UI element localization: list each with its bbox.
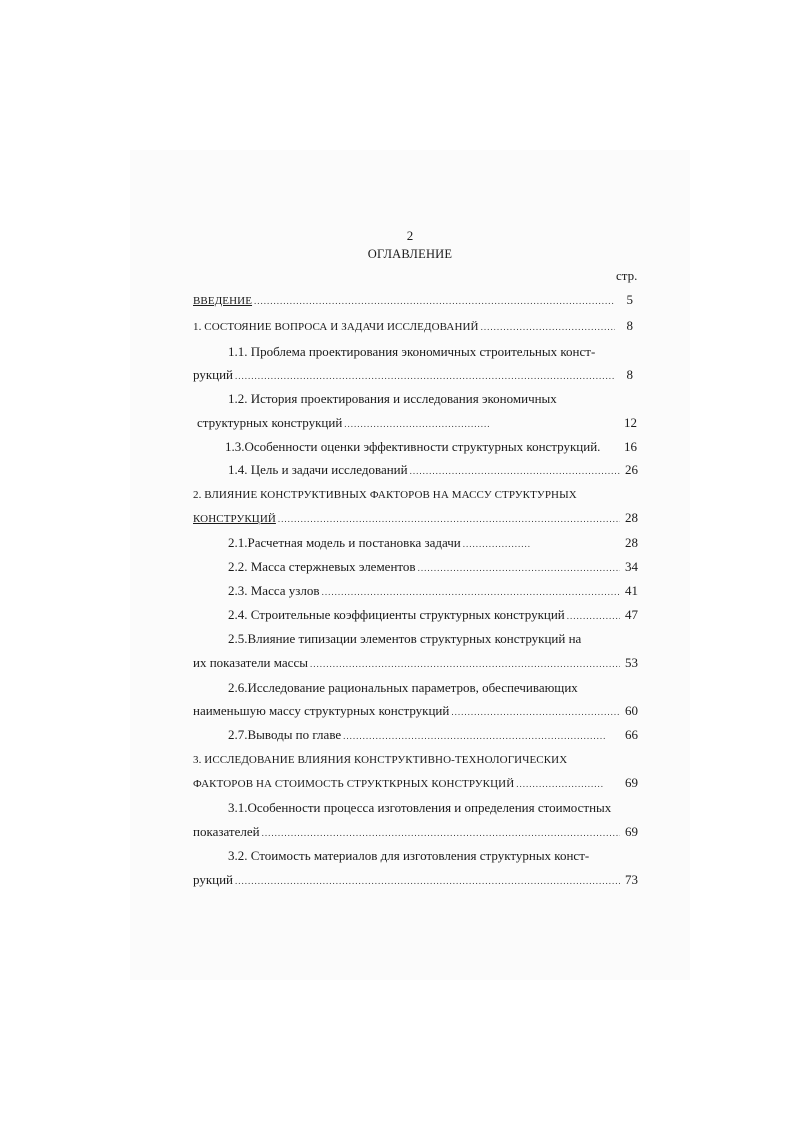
- toc-entry-2-5-cont[interactable]: [193, 654, 638, 672]
- toc-entry-title: 2.1.Расчетная модель и постановка задачи: [228, 535, 461, 550]
- toc-entry-3-1[interactable]: [228, 799, 638, 817]
- leader-dots: [343, 727, 605, 745]
- toc-entry-title: 1. СОСТОЯНИЕ ВОПРОСА И ЗАДАЧИ ИССЛЕДОВАНИЙ: [193, 321, 479, 333]
- toc-entry-page: 5: [626, 292, 633, 307]
- toc-entry-page: 28: [625, 510, 638, 525]
- toc-entry-page: 60: [625, 703, 638, 718]
- leader-dots: [463, 535, 531, 553]
- toc-entry-title: 1.1. Проблема проектирования экономичных строительных конст-: [228, 344, 596, 359]
- toc-entry-title: наименьшую массу структурных конструкций: [193, 703, 450, 718]
- toc-entry-title: 2.2. Масса стержневых элементов: [228, 559, 416, 574]
- toc-heading: ОГЛАВЛЕНИЕ: [367, 247, 453, 261]
- toc-entry-title: 1.2. История проектирования и исследования экономичных: [228, 391, 557, 406]
- toc-entry-page: 12: [624, 415, 637, 430]
- toc-entry-1-2[interactable]: [228, 390, 633, 408]
- leader-dots: [451, 703, 620, 721]
- toc-entry-chapter-1[interactable]: [193, 317, 633, 335]
- toc-entry-2-3[interactable]: [228, 582, 638, 600]
- toc-entry-title: рукций: [193, 367, 234, 382]
- toc-entry-title: их показатели массы: [193, 655, 308, 670]
- toc-entry-title: показателей: [193, 824, 260, 839]
- toc-entry-1-3[interactable]: [225, 438, 637, 456]
- leader-dots: [278, 510, 620, 528]
- toc-entry-title: ФАКТОРОВ НА СТОИМОСТЬ СТРУКТКРНЫХ КОНСТРУКЦИЙ: [193, 778, 515, 790]
- toc-entry-title: 1.3.Особенности оценки эффективности структурных конструкций.: [225, 439, 601, 454]
- leader-dots: [254, 292, 615, 310]
- toc-entry-title: 2.4. Строительные коэффициенты структурных конструкций: [228, 607, 565, 622]
- leader-dots: [310, 655, 620, 673]
- toc-entry-1-2-cont[interactable]: [197, 414, 637, 432]
- toc-entry-3-2[interactable]: [228, 847, 638, 865]
- toc-entry-title: 2.7.Выводы по главе: [228, 727, 342, 742]
- toc-entry-3-1-cont[interactable]: [193, 823, 638, 841]
- toc-entry-chapter-3[interactable]: [193, 751, 638, 769]
- leader-dots: [322, 583, 620, 601]
- toc-entry-title: 2.6.Исследование рациональных параметров, обеспечивающих: [228, 680, 578, 695]
- toc-entry-2-4[interactable]: [228, 606, 638, 624]
- toc-entry-title: 2.5.Влияние типизации элементов структурных конструкций на: [228, 631, 582, 646]
- toc-entry-title: 2.3. Масса узлов: [228, 583, 320, 598]
- toc-entry-page: 41: [625, 583, 638, 598]
- leader-dots: [235, 367, 615, 385]
- toc-entry-2-7[interactable]: [228, 726, 638, 744]
- toc-entry-title: ВВЕДЕНИЕ: [193, 295, 253, 307]
- toc-entry-2-2[interactable]: [228, 558, 638, 576]
- toc-entry-title: рукций: [193, 872, 234, 887]
- leader-dots: [418, 559, 620, 577]
- leader-dots: [516, 775, 604, 793]
- toc-entry-2-5[interactable]: [228, 630, 638, 648]
- toc-entry-chapter-2-cont[interactable]: [193, 509, 638, 527]
- toc-entry-page: 47: [625, 607, 638, 622]
- toc-entry-introduction[interactable]: [193, 291, 633, 309]
- leader-dots: [567, 607, 620, 625]
- toc-entry-3-2-cont[interactable]: [193, 871, 638, 889]
- leader-dots: [481, 318, 615, 336]
- leader-dots: [410, 462, 620, 480]
- leader-dots: [262, 824, 620, 842]
- page-number: 2: [406, 228, 414, 243]
- toc-entry-2-1[interactable]: [228, 534, 638, 552]
- page-column-label: стр.: [616, 268, 638, 283]
- toc-entry-2-6[interactable]: [228, 679, 638, 697]
- toc-entry-chapter-2[interactable]: [193, 486, 633, 504]
- toc-entry-page: 53: [625, 655, 638, 670]
- toc-entry-1-1-cont[interactable]: [193, 366, 633, 384]
- toc-entry-1-1[interactable]: [228, 343, 633, 361]
- toc-entry-page: 73: [625, 872, 638, 887]
- toc-entry-title: КОНСТРУКЦИЙ: [193, 513, 276, 525]
- toc-entry-page: 26: [625, 462, 638, 477]
- toc-entry-title: 1.4. Цель и задачи исследований: [228, 462, 408, 477]
- toc-entry-page: 8: [626, 318, 633, 333]
- toc-entry-page: 8: [626, 367, 633, 382]
- toc-entry-2-6-cont[interactable]: [193, 702, 638, 720]
- toc-entry-title: 3.1.Особенности процесса изготовления и определения стоимостных: [228, 800, 612, 815]
- toc-entry-page: 66: [625, 727, 638, 742]
- toc-entry-title: 3. ИССЛЕДОВАНИЕ ВЛИЯНИЯ КОНСТРУКТИВНО-ТЕХНОЛОГИЧЕСКИХ: [193, 754, 568, 766]
- toc-entry-page: 69: [625, 824, 638, 839]
- toc-entry-title: 3.2. Стоимость материалов для изготовления структурных конст-: [228, 848, 590, 863]
- toc-entry-chapter-3-cont[interactable]: [193, 774, 638, 792]
- leader-dots: [344, 415, 490, 433]
- toc-entry-page: 28: [625, 535, 638, 550]
- toc-entry-page: 34: [625, 559, 638, 574]
- toc-entry-page: 69: [625, 775, 638, 790]
- toc-entry-page: 16: [624, 439, 637, 454]
- leader-dots: [235, 872, 620, 890]
- toc-entry-title: структурных конструкций: [197, 415, 343, 430]
- toc-entry-1-4[interactable]: [228, 461, 638, 479]
- toc-entry-title: 2. ВЛИЯНИЕ КОНСТРУКТИВНЫХ ФАКТОРОВ НА МАССУ СТРУКТУРНЫХ: [193, 489, 577, 501]
